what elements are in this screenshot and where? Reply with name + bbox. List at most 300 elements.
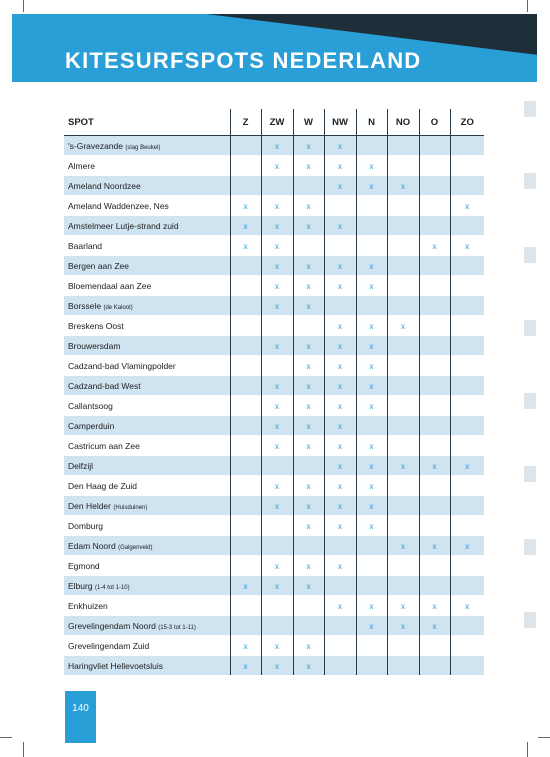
- wind-mark: x: [369, 521, 374, 531]
- wind-mark: x: [369, 361, 374, 371]
- wind-cell-w: [293, 576, 324, 596]
- wind-cell-z: [230, 276, 261, 296]
- wind-cell-nw: [324, 196, 356, 216]
- wind-mark: x: [338, 341, 342, 351]
- wind-cell-zw: [261, 436, 293, 456]
- wind-cell-o: [419, 496, 450, 516]
- column-header-zo: ZO: [450, 109, 484, 136]
- wind-cell-zo: [450, 616, 484, 636]
- crop-mark-top-left-v: [23, 0, 24, 12]
- edge-tab: [524, 539, 536, 555]
- wind-cell-o: [419, 316, 450, 336]
- wind-cell-nw: [324, 496, 356, 516]
- wind-cell-no: [387, 396, 419, 416]
- wind-cell-o: [419, 476, 450, 496]
- column-header-spot: SPOT: [64, 109, 230, 136]
- wind-cell-o: [419, 636, 450, 656]
- wind-cell-n: [356, 316, 387, 336]
- wind-cell-o: [419, 256, 450, 276]
- wind-mark: x: [465, 461, 470, 471]
- wind-mark: x: [401, 181, 405, 191]
- wind-cell-z: [230, 396, 261, 416]
- wind-cell-o: [419, 216, 450, 236]
- wind-cell-w: [293, 416, 324, 436]
- wind-cell-n: [356, 356, 387, 376]
- wind-cell-o: [419, 576, 450, 596]
- spot-name-cell: [64, 136, 230, 156]
- wind-mark: x: [369, 621, 374, 631]
- spot-name: 's-Gravezande: [68, 140, 124, 151]
- wind-cell-o: [419, 516, 450, 536]
- wind-cell-w: [293, 616, 324, 636]
- wind-mark: x: [275, 501, 279, 511]
- spot-note: (de Kaloot): [103, 304, 133, 311]
- table-row: [64, 396, 484, 416]
- spot-name: Ameland Waddenzee, Nes: [68, 200, 169, 211]
- wind-cell-z: [230, 516, 261, 536]
- table-header-row: [64, 109, 484, 136]
- wind-mark: x: [306, 141, 311, 151]
- wind-cell-nw: [324, 436, 356, 456]
- wind-cell-n: [356, 596, 387, 616]
- spot-note: (Huisduinen): [113, 504, 148, 511]
- table-row: [64, 416, 484, 436]
- wind-cell-nw: [324, 336, 356, 356]
- wind-cell-zw: [261, 316, 293, 336]
- wind-cell-zo: [450, 416, 484, 436]
- edge-tab: [524, 393, 536, 409]
- wind-cell-z: [230, 216, 261, 236]
- wind-cell-w: [293, 136, 324, 156]
- wind-cell-w: [293, 176, 324, 196]
- spot-name-cell: [64, 576, 230, 596]
- wind-mark: x: [338, 401, 342, 411]
- spot-name: Cadzand-bad Vlamingpolder: [68, 360, 176, 371]
- wind-mark: x: [338, 161, 342, 171]
- spot-name-cell: [64, 636, 230, 656]
- spot-name-cell: [64, 536, 230, 556]
- spot-name: Cadzand-bad West: [68, 380, 141, 391]
- spot-name-cell: [64, 216, 230, 236]
- edge-tab: [524, 101, 536, 117]
- wind-mark: x: [306, 301, 311, 311]
- column-header-o: O: [419, 109, 450, 136]
- table-row: [64, 256, 484, 276]
- wind-cell-o: [419, 616, 450, 636]
- wind-cell-nw: [324, 576, 356, 596]
- wind-cell-nw: [324, 356, 356, 376]
- spot-name-cell: [64, 316, 230, 336]
- spot-name-cell: [64, 196, 230, 216]
- wind-cell-zo: [450, 196, 484, 216]
- spot-name-cell: [64, 656, 230, 676]
- spot-name: Enkhuizen: [68, 600, 108, 611]
- edge-tab: [524, 173, 536, 189]
- table-row: [64, 236, 484, 256]
- column-header-nw: NW: [324, 109, 356, 136]
- wind-mark: x: [306, 261, 311, 271]
- wind-cell-no: [387, 576, 419, 596]
- wind-cell-o: [419, 296, 450, 316]
- spot-name-cell: [64, 436, 230, 456]
- wind-cell-o: [419, 336, 450, 356]
- page-number: 140: [72, 703, 89, 714]
- wind-cell-zo: [450, 176, 484, 196]
- wind-mark: x: [275, 421, 279, 431]
- wind-cell-n: [356, 616, 387, 636]
- table-row: [64, 436, 484, 456]
- spot-name-cell: [64, 416, 230, 436]
- table-row: [64, 376, 484, 396]
- wind-mark: x: [338, 181, 342, 191]
- wind-cell-z: [230, 456, 261, 476]
- wind-cell-z: [230, 316, 261, 336]
- wind-cell-o: [419, 356, 450, 376]
- spot-name-cell: [64, 616, 230, 636]
- spot-name: Breskens Oost: [68, 320, 124, 331]
- wind-mark: x: [275, 281, 279, 291]
- crop-mark-bottom-left-v: [23, 742, 24, 757]
- table-row: [64, 456, 484, 476]
- wind-cell-n: [356, 556, 387, 576]
- wind-mark: x: [369, 341, 374, 351]
- spot-name: Den Haag de Zuid: [68, 480, 137, 491]
- wind-cell-w: [293, 356, 324, 376]
- wind-cell-n: [356, 156, 387, 176]
- wind-mark: x: [275, 481, 279, 491]
- wind-cell-zw: [261, 536, 293, 556]
- table-row: [64, 636, 484, 656]
- wind-cell-z: [230, 556, 261, 576]
- wind-mark: x: [275, 221, 279, 231]
- wind-mark: x: [369, 401, 374, 411]
- table-row: [64, 476, 484, 496]
- table-row: [64, 616, 484, 636]
- wind-cell-zw: [261, 356, 293, 376]
- table-row: [64, 576, 484, 596]
- wind-cell-no: [387, 236, 419, 256]
- wind-mark: x: [338, 601, 342, 611]
- wind-mark: x: [306, 401, 311, 411]
- wind-mark: x: [243, 241, 248, 251]
- kitesurf-spots-table: [64, 109, 484, 675]
- wind-cell-zw: [261, 196, 293, 216]
- spot-name-cell: [64, 556, 230, 576]
- wind-cell-zo: [450, 536, 484, 556]
- wind-cell-no: [387, 596, 419, 616]
- wind-cell-zw: [261, 516, 293, 536]
- wind-cell-w: [293, 636, 324, 656]
- wind-cell-nw: [324, 616, 356, 636]
- wind-cell-nw: [324, 296, 356, 316]
- wind-cell-zw: [261, 496, 293, 516]
- wind-cell-nw: [324, 156, 356, 176]
- wind-cell-n: [356, 336, 387, 356]
- wind-cell-z: [230, 136, 261, 156]
- wind-cell-n: [356, 176, 387, 196]
- wind-mark: x: [465, 541, 470, 551]
- table-row: [64, 516, 484, 536]
- spot-name: Edam Noord: [68, 540, 116, 551]
- wind-cell-o: [419, 396, 450, 416]
- wind-cell-zw: [261, 236, 293, 256]
- wind-mark: x: [369, 481, 374, 491]
- spot-name-cell: [64, 456, 230, 476]
- edge-tab: [524, 466, 536, 482]
- wind-cell-w: [293, 556, 324, 576]
- spot-name: Domburg: [68, 520, 103, 531]
- wind-cell-no: [387, 336, 419, 356]
- wind-mark: x: [306, 361, 311, 371]
- wind-mark: x: [338, 321, 342, 331]
- edge-tab: [524, 247, 536, 263]
- wind-cell-n: [356, 296, 387, 316]
- wind-cell-nw: [324, 536, 356, 556]
- spot-name-cell: [64, 596, 230, 616]
- wind-cell-o: [419, 276, 450, 296]
- crop-mark-bottom-left-h: [0, 737, 12, 738]
- table-row: [64, 156, 484, 176]
- wind-cell-n: [356, 456, 387, 476]
- wind-cell-z: [230, 296, 261, 316]
- wind-cell-z: [230, 356, 261, 376]
- wind-cell-zo: [450, 216, 484, 236]
- spot-name-cell: [64, 156, 230, 176]
- wind-cell-no: [387, 436, 419, 456]
- spot-name-cell: [64, 296, 230, 316]
- wind-cell-no: [387, 156, 419, 176]
- spot-name: Brouwersdam: [68, 340, 121, 351]
- spot-name-cell: [64, 396, 230, 416]
- spot-name: Bloemendaal aan Zee: [68, 280, 152, 291]
- wind-cell-n: [356, 636, 387, 656]
- wind-cell-z: [230, 636, 261, 656]
- wind-cell-zo: [450, 336, 484, 356]
- wind-mark: x: [369, 441, 374, 451]
- wind-cell-z: [230, 536, 261, 556]
- crop-mark-top-right-v: [527, 0, 528, 12]
- wind-cell-zw: [261, 476, 293, 496]
- wind-cell-zw: [261, 576, 293, 596]
- wind-mark: x: [306, 281, 311, 291]
- wind-cell-zw: [261, 136, 293, 156]
- wind-mark: x: [275, 161, 279, 171]
- wind-mark: x: [306, 481, 311, 491]
- wind-cell-nw: [324, 416, 356, 436]
- wind-cell-o: [419, 656, 450, 676]
- spot-name-cell: [64, 236, 230, 256]
- title-banner: [12, 14, 537, 82]
- wind-cell-zw: [261, 596, 293, 616]
- spot-name: Camperduin: [68, 420, 115, 431]
- wind-cell-zo: [450, 136, 484, 156]
- wind-cell-o: [419, 376, 450, 396]
- wind-cell-zw: [261, 296, 293, 316]
- wind-cell-w: [293, 396, 324, 416]
- wind-cell-w: [293, 456, 324, 476]
- wind-cell-z: [230, 236, 261, 256]
- wind-mark: x: [338, 421, 342, 431]
- wind-cell-z: [230, 336, 261, 356]
- wind-mark: x: [275, 141, 279, 151]
- wind-cell-o: [419, 136, 450, 156]
- wind-cell-o: [419, 416, 450, 436]
- wind-mark: x: [243, 641, 248, 651]
- wind-cell-o: [419, 236, 450, 256]
- wind-cell-w: [293, 376, 324, 396]
- wind-cell-no: [387, 296, 419, 316]
- wind-cell-w: [293, 476, 324, 496]
- page-number-box: [65, 691, 96, 743]
- spot-note: (Galgenveld): [118, 544, 153, 551]
- spot-name: Grevelingendam Zuid: [68, 640, 150, 651]
- wind-mark: x: [401, 461, 405, 471]
- wind-mark: x: [338, 521, 342, 531]
- wind-mark: x: [338, 561, 342, 571]
- wind-mark: x: [275, 381, 279, 391]
- spot-name-cell: [64, 256, 230, 276]
- spot-note: (1-4 tot 1-10): [94, 584, 130, 591]
- wind-cell-no: [387, 216, 419, 236]
- wind-mark: x: [369, 161, 374, 171]
- wind-cell-zw: [261, 336, 293, 356]
- wind-cell-zo: [450, 256, 484, 276]
- wind-cell-zw: [261, 556, 293, 576]
- wind-cell-w: [293, 236, 324, 256]
- wind-cell-o: [419, 536, 450, 556]
- table-body: [64, 136, 484, 676]
- wind-mark: x: [306, 441, 311, 451]
- table-row: [64, 496, 484, 516]
- crop-mark-bottom-right-h: [538, 737, 550, 738]
- wind-cell-z: [230, 616, 261, 636]
- wind-cell-o: [419, 456, 450, 476]
- wind-cell-n: [356, 396, 387, 416]
- wind-cell-z: [230, 196, 261, 216]
- table-row: [64, 196, 484, 216]
- wind-cell-zw: [261, 456, 293, 476]
- wind-cell-w: [293, 296, 324, 316]
- wind-cell-nw: [324, 456, 356, 476]
- wind-cell-no: [387, 456, 419, 476]
- column-header-w: W: [293, 109, 324, 136]
- wind-cell-zo: [450, 316, 484, 336]
- wind-cell-zo: [450, 556, 484, 576]
- wind-cell-n: [356, 476, 387, 496]
- wind-cell-z: [230, 496, 261, 516]
- wind-cell-z: [230, 376, 261, 396]
- wind-cell-z: [230, 476, 261, 496]
- wind-cell-n: [356, 576, 387, 596]
- wind-mark: x: [338, 461, 342, 471]
- wind-cell-zo: [450, 296, 484, 316]
- wind-mark: x: [465, 601, 470, 611]
- wind-cell-no: [387, 476, 419, 496]
- wind-mark: x: [369, 281, 374, 291]
- wind-cell-zo: [450, 276, 484, 296]
- wind-cell-zo: [450, 476, 484, 496]
- wind-mark: x: [338, 221, 342, 231]
- wind-mark: x: [275, 201, 279, 211]
- wind-mark: x: [338, 481, 342, 491]
- wind-mark: x: [306, 341, 311, 351]
- wind-cell-zo: [450, 236, 484, 256]
- wind-cell-w: [293, 656, 324, 676]
- wind-mark: x: [432, 461, 437, 471]
- spot-name-cell: [64, 336, 230, 356]
- column-header-n: N: [356, 109, 387, 136]
- table-row: [64, 176, 484, 196]
- wind-mark: x: [275, 581, 279, 591]
- wind-cell-zw: [261, 416, 293, 436]
- wind-cell-nw: [324, 176, 356, 196]
- table-row: [64, 556, 484, 576]
- wind-cell-w: [293, 316, 324, 336]
- wind-cell-n: [356, 536, 387, 556]
- wind-mark: x: [306, 161, 311, 171]
- wind-cell-zw: [261, 176, 293, 196]
- wind-mark: x: [275, 401, 279, 411]
- wind-cell-z: [230, 256, 261, 276]
- table-row: [64, 316, 484, 336]
- column-header-z: Z: [230, 109, 261, 136]
- spot-name-cell: [64, 356, 230, 376]
- wind-cell-zo: [450, 376, 484, 396]
- spot-name: Amstelmeer Lutje-strand zuid: [68, 220, 179, 231]
- wind-cell-zo: [450, 576, 484, 596]
- wind-mark: x: [369, 601, 374, 611]
- wind-cell-zw: [261, 396, 293, 416]
- wind-cell-w: [293, 496, 324, 516]
- wind-mark: x: [465, 201, 470, 211]
- spot-name: Bergen aan Zee: [68, 260, 129, 271]
- wind-cell-z: [230, 436, 261, 456]
- wind-cell-nw: [324, 276, 356, 296]
- wind-cell-n: [356, 276, 387, 296]
- column-header-no: NO: [387, 109, 419, 136]
- wind-mark: x: [243, 581, 248, 591]
- table-row: [64, 596, 484, 616]
- wind-cell-no: [387, 656, 419, 676]
- wind-cell-nw: [324, 476, 356, 496]
- edge-tab: [524, 320, 536, 336]
- spot-name: Grevelingendam Noord: [68, 620, 156, 631]
- spot-name: Castricum aan Zee: [68, 440, 140, 451]
- wind-cell-no: [387, 496, 419, 516]
- spot-name-cell: [64, 496, 230, 516]
- wind-cell-zo: [450, 456, 484, 476]
- wind-cell-w: [293, 516, 324, 536]
- wind-cell-zo: [450, 496, 484, 516]
- wind-cell-zw: [261, 256, 293, 276]
- wind-mark: x: [432, 621, 437, 631]
- wind-cell-w: [293, 536, 324, 556]
- wind-mark: x: [369, 501, 374, 511]
- table-row: [64, 296, 484, 316]
- wind-mark: x: [275, 241, 279, 251]
- wind-cell-nw: [324, 236, 356, 256]
- wind-cell-zw: [261, 656, 293, 676]
- wind-cell-w: [293, 216, 324, 236]
- wind-cell-nw: [324, 216, 356, 236]
- spot-name: Egmond: [68, 560, 100, 571]
- table-row: [64, 276, 484, 296]
- spot-name: Elburg: [68, 580, 93, 591]
- wind-cell-zw: [261, 376, 293, 396]
- wind-cell-zw: [261, 636, 293, 656]
- wind-cell-nw: [324, 376, 356, 396]
- wind-mark: x: [275, 641, 279, 651]
